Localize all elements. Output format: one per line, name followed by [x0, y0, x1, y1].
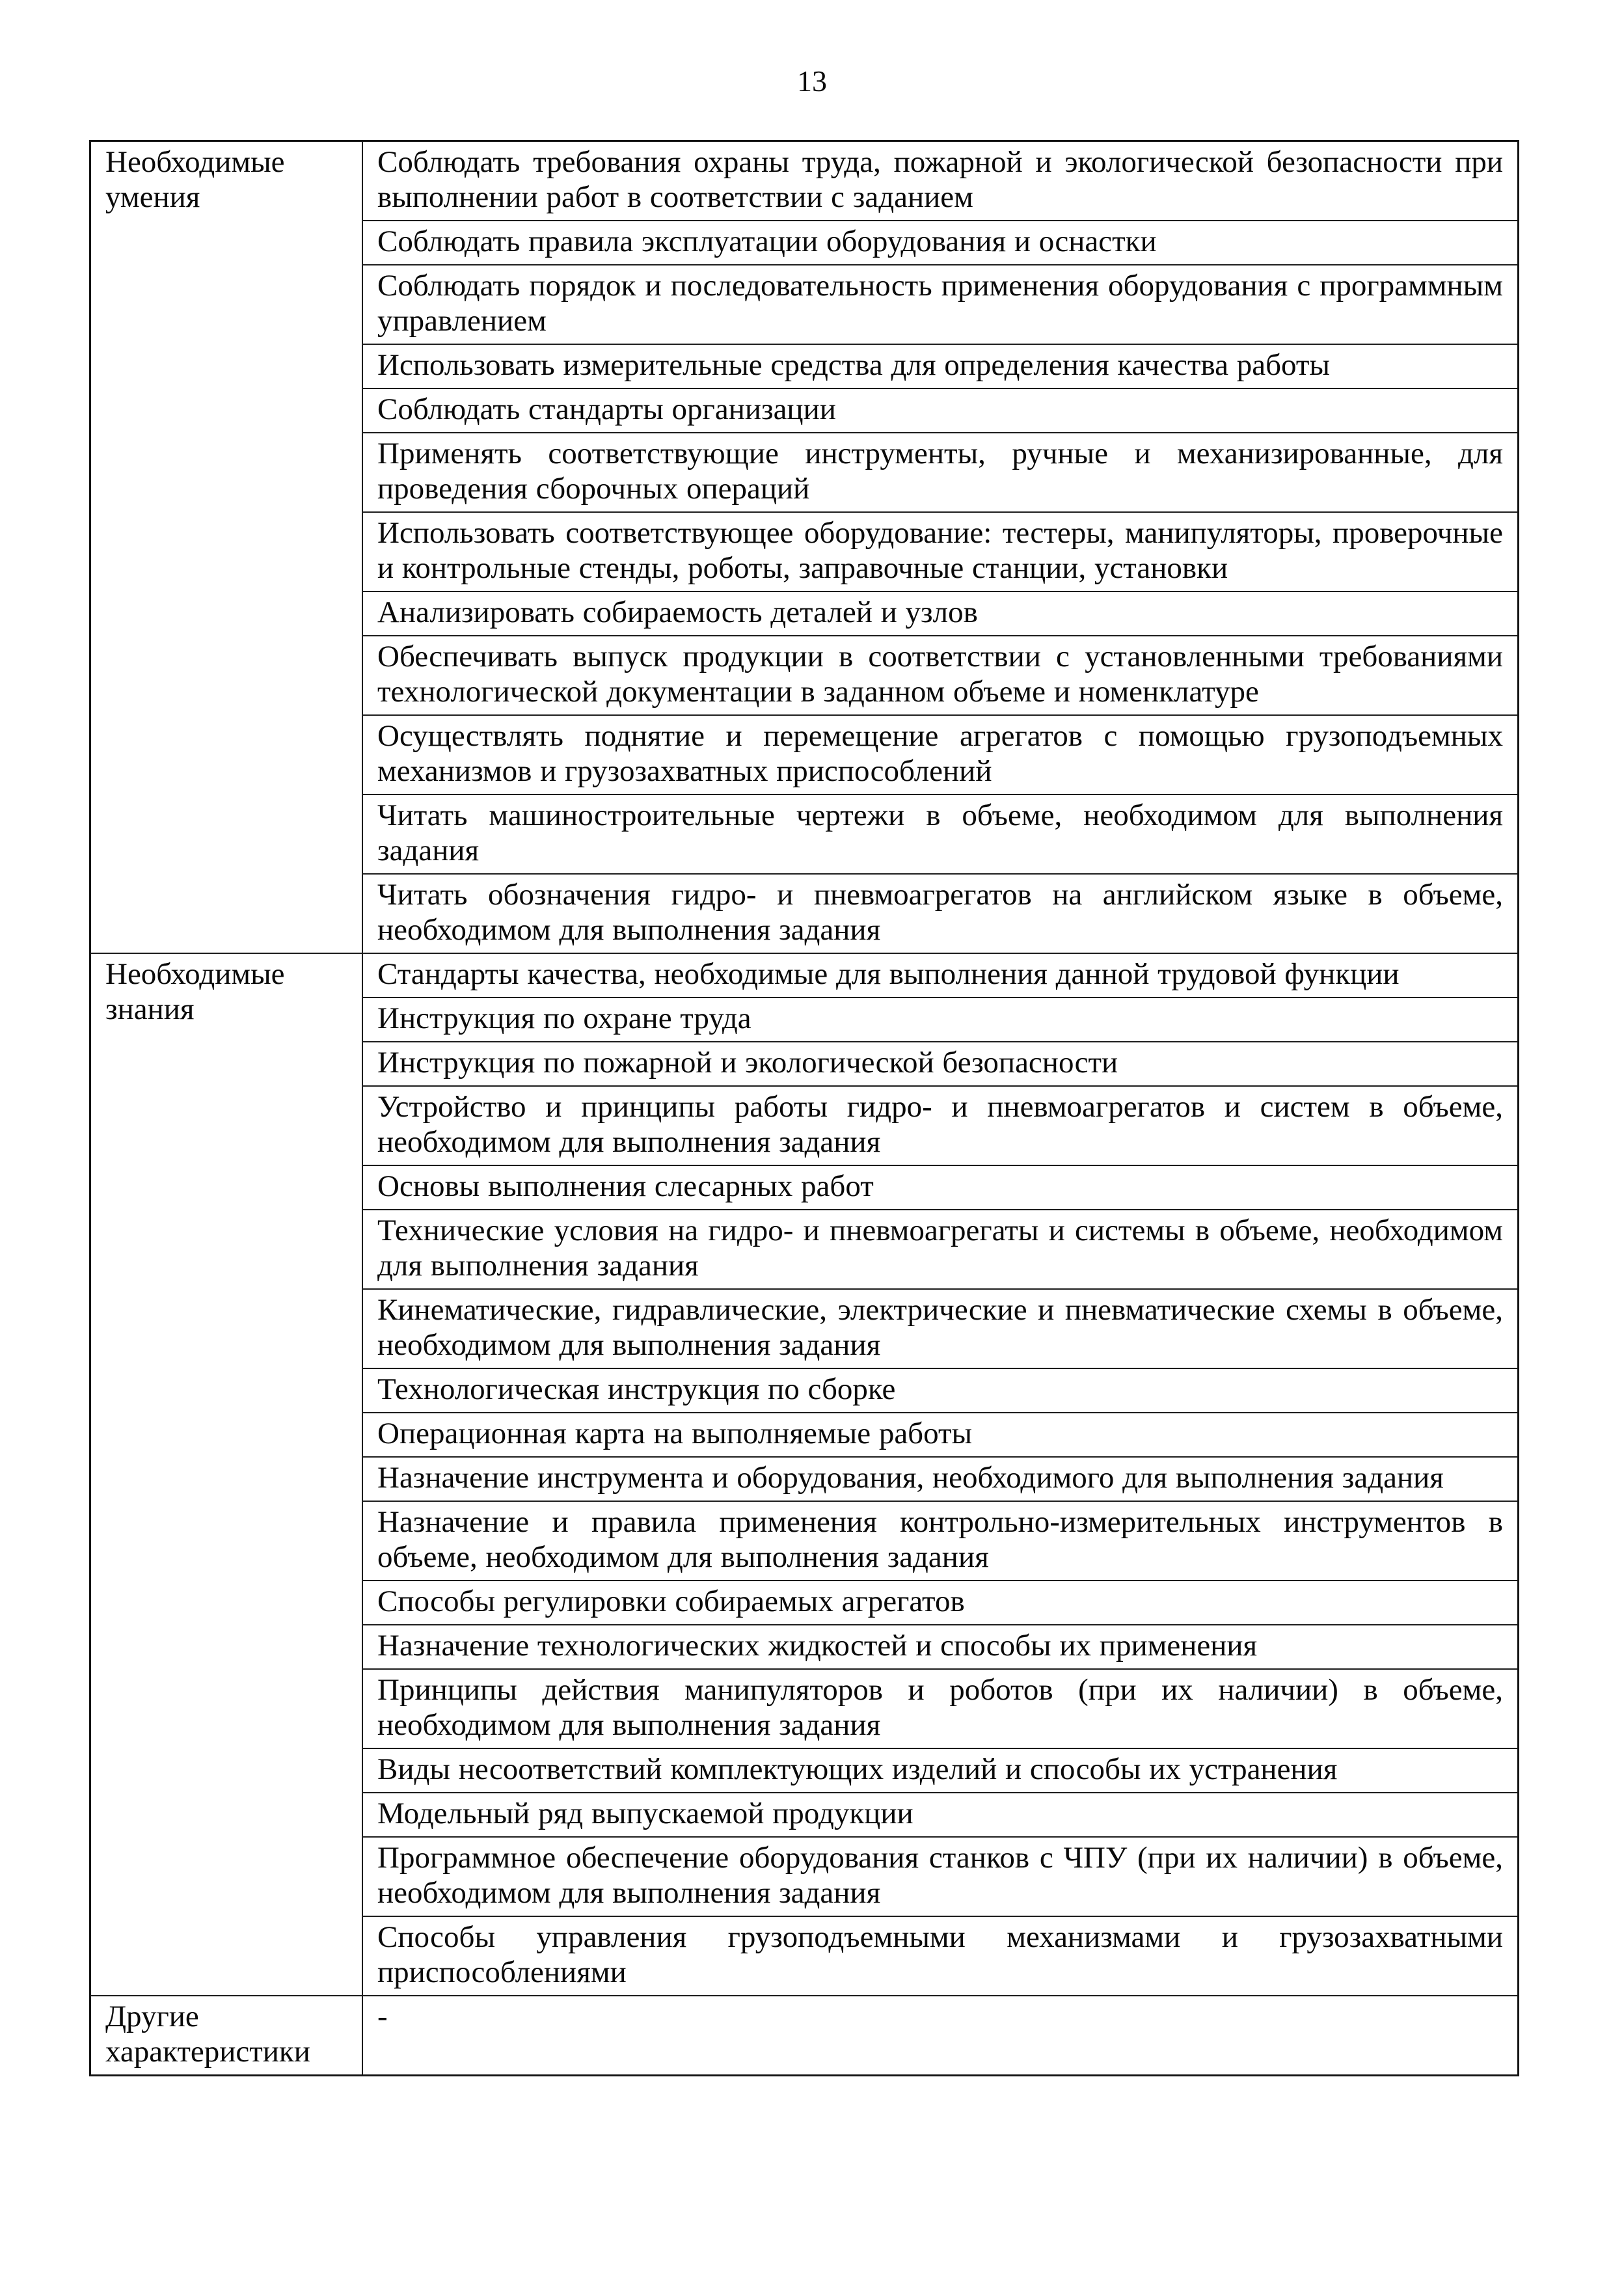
table-cell: Технические условия на гидро- и пневмоагрегаты и системы в объеме, необходимом для выполнения задания — [362, 1210, 1519, 1289]
section-label-cell: Необходимые умения — [90, 141, 363, 954]
table-row — [90, 953, 1519, 998]
table-cell: Модельный ряд выпускаемой продукции — [362, 1793, 1519, 1837]
section-label-cell: Необходимые знания — [90, 953, 363, 1996]
table-cell: Соблюдать порядок и последовательность применения оборудования с программным управлением — [362, 265, 1519, 344]
table-cell: Читать машиностроительные чертежи в объеме, необходимом для выполнения задания — [362, 795, 1519, 874]
table-row — [90, 1996, 1519, 2076]
competency-table — [89, 140, 1519, 2076]
table-cell: Применять соответствующие инструменты, ручные и механизированные, для проведения сборочных операций — [362, 433, 1519, 512]
table-cell: Соблюдать правила эксплуатации оборудования и оснастки — [362, 221, 1519, 265]
table-cell: Способы регулировки собираемых агрегатов — [362, 1581, 1519, 1625]
table-cell: Операционная карта на выполняемые работы — [362, 1413, 1519, 1457]
table-cell: Виды несоответствий комплектующих изделий и способы их устранения — [362, 1748, 1519, 1793]
table-cell: Назначение инструмента и оборудования, необходимого для выполнения задания — [362, 1457, 1519, 1501]
page-number: 13 — [797, 64, 827, 98]
table-cell: Основы выполнения слесарных работ — [362, 1165, 1519, 1210]
table-cell: Технологическая инструкция по сборке — [362, 1368, 1519, 1413]
table-cell: Читать обозначения гидро- и пневмоагрегатов на английском языке в объеме, необходимом для выполнения задания — [362, 874, 1519, 953]
table-cell: Устройство и принципы работы гидро- и пневмоагрегатов и систем в объеме, необходимом для выполнения задания — [362, 1086, 1519, 1165]
table-cell: - — [362, 1996, 1519, 2076]
table-cell: Стандарты качества, необходимые для выполнения данной трудовой функции — [362, 953, 1519, 998]
table-cell: Назначение и правила применения контрольно-измерительных инструментов в объеме, необходимом для выполнения задания — [362, 1501, 1519, 1581]
table-cell: Использовать соответствующее оборудование: тестеры, манипуляторы, проверочные и контрольные стенды, роботы, заправочные станции, установки — [362, 512, 1519, 591]
section-label-cell: Другие характеристики — [90, 1996, 363, 2076]
table-cell: Обеспечивать выпуск продукции в соответствии с установленными требованиями технологической документации в заданном объеме и номенклатуре — [362, 636, 1519, 715]
table-row — [90, 141, 1519, 221]
table-cell: Инструкция по пожарной и экологической безопасности — [362, 1042, 1519, 1086]
table-cell: Кинематические, гидравлические, электрические и пневматические схемы в объеме, необходимом для выполнения задания — [362, 1289, 1519, 1368]
competency-table-body — [90, 141, 1519, 2076]
table-cell: Соблюдать требования охраны труда, пожарной и экологической безопасности при выполнении работ в соответствии с заданием — [362, 141, 1519, 221]
table-cell: Способы управления грузоподъемными механизмами и грузозахватными приспособлениями — [362, 1916, 1519, 1996]
table-cell: Осуществлять поднятие и перемещение агрегатов с помощью грузоподъемных механизмов и грузозахватных приспособлений — [362, 715, 1519, 795]
table-cell: Соблюдать стандарты организации — [362, 388, 1519, 433]
table-cell: Использовать измерительные средства для определения качества работы — [362, 344, 1519, 388]
table-cell: Назначение технологических жидкостей и способы их применения — [362, 1625, 1519, 1669]
table-cell: Принципы действия манипуляторов и роботов (при их наличии) в объеме, необходимом для выполнения задания — [362, 1669, 1519, 1748]
table-cell: Программное обеспечение оборудования станков с ЧПУ (при их наличии) в объеме, необходимом для выполнения задания — [362, 1837, 1519, 1916]
table-cell: Инструкция по охране труда — [362, 998, 1519, 1042]
table-cell: Анализировать собираемость деталей и узлов — [362, 591, 1519, 636]
